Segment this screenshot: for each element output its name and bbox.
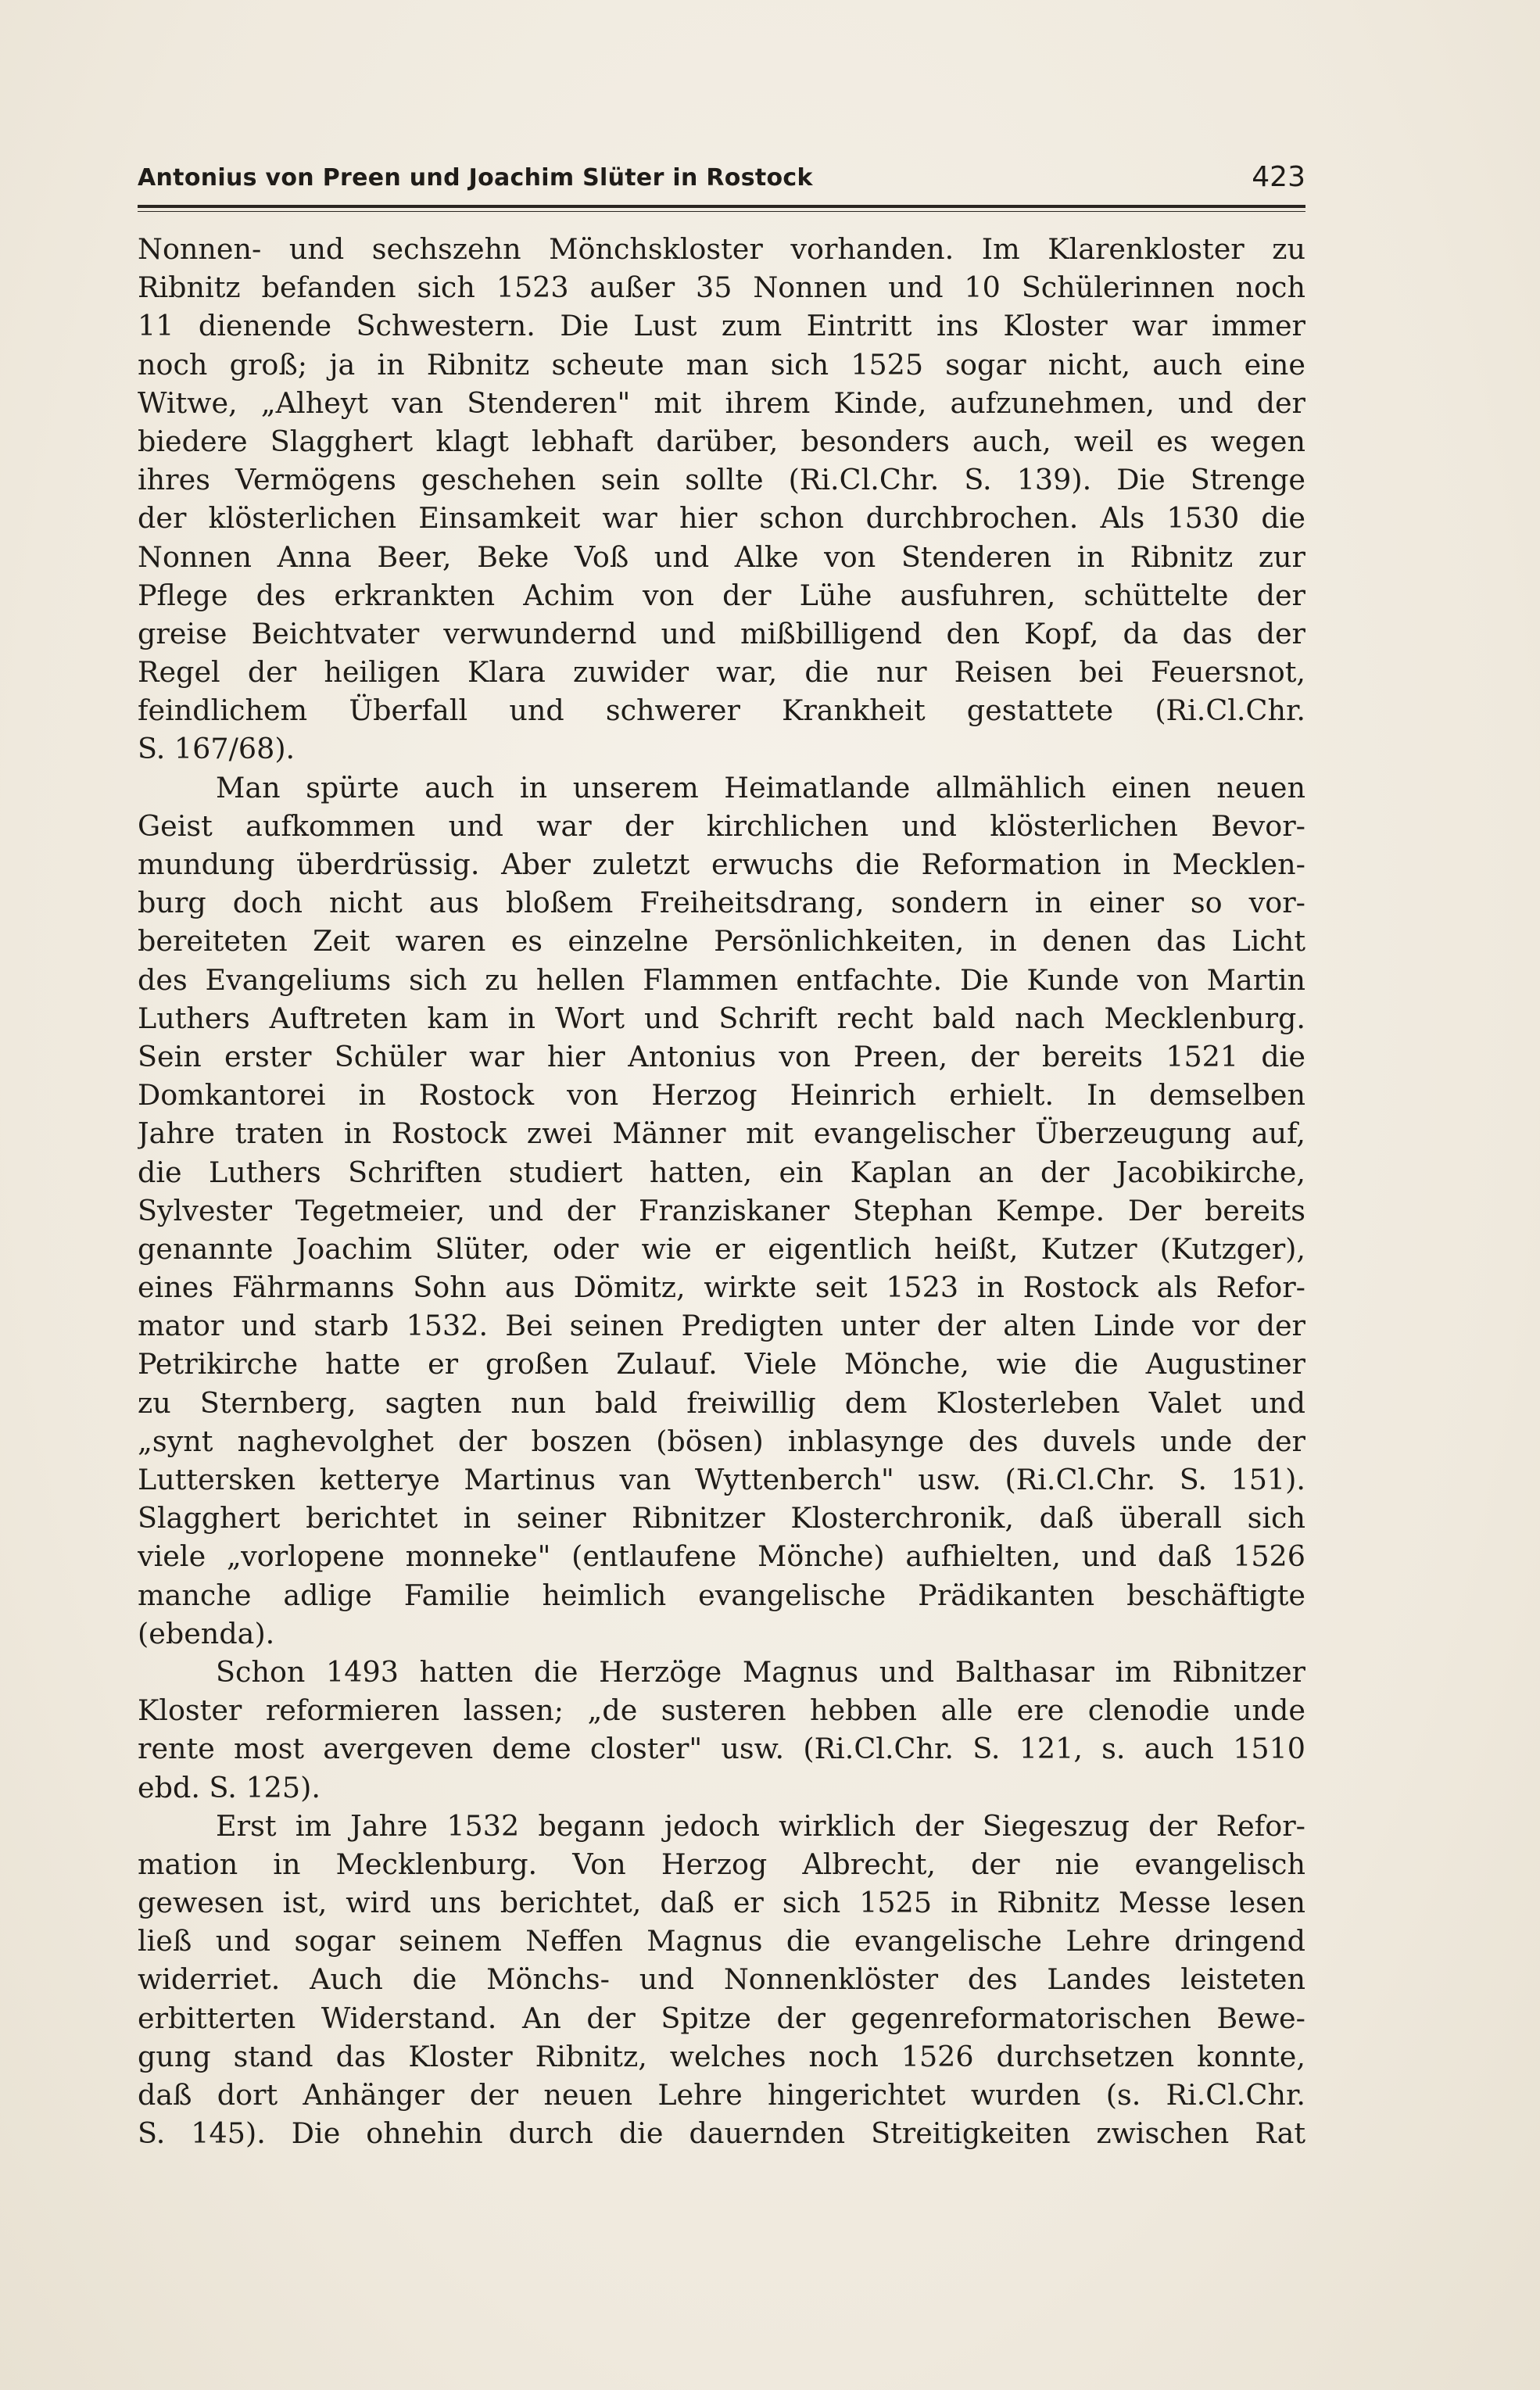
text-line: burg doch nicht aus bloßem Freiheitsdrang, sondern in einer so vor- [138, 886, 1305, 920]
text-line: feindlichem Überfall und schwerer Krankheit gestattete (Ri.Cl.Chr. [138, 693, 1305, 728]
text-line: Luthers Auftreten kam in Wort und Schrift recht bald nach Mecklenburg. [138, 1001, 1305, 1035]
text-line: Witwe, „Alheyt van Stenderen" mit ihrem Kinde, aufzunehmen, und der [138, 385, 1305, 420]
text-line: ihres Vermögens geschehen sein sollte (Ri.Cl.Chr. S. 139). Die Strenge [138, 463, 1305, 497]
text-line: 11 dienende Schwestern. Die Lust zum Eintritt ins Kloster war immer [138, 309, 1305, 343]
text-line: Pflege des erkrankten Achim von der Lühe ausfuhren, schüttelte der [138, 578, 1305, 612]
text-line: S. 145). Die ohnehin durch die dauernden Streitigkeiten zwischen Rat [138, 2116, 1305, 2151]
text-line: (ebenda). [138, 1616, 275, 1650]
text-line: mation in Mecklenburg. Von Herzog Albrecht, der nie evangelisch [138, 1847, 1305, 1881]
text-line: zu Sternberg, sagten nun bald freiwillig dem Klosterleben Valet und [138, 1385, 1305, 1420]
page-number: 423 [1252, 161, 1305, 193]
text-line: Man spürte auch in unserem Heimatlande allmählich einen neuen [216, 770, 1305, 804]
text-line: bereiteten Zeit waren es einzelne Persönlichkeiten, in denen das Licht [138, 924, 1305, 959]
text-line: rente most avergeven deme closter" usw. (Ri.Cl.Chr. S. 121, s. auch 1510 [138, 1732, 1305, 1766]
text-line: Luttersken ketterye Martinus van Wyttenberch" usw. (Ri.Cl.Chr. S. 151). [138, 1463, 1305, 1496]
text-line: Kloster reformieren lassen; „de susteren hebben alle ere clenodie unde [138, 1693, 1305, 1728]
text-line: mundung überdrüssig. Aber zuletzt erwuchs die Reformation in Mecklen- [138, 847, 1305, 881]
text-line: noch groß; ja in Ribnitz scheute man sich 1525 sogar nicht, auch eine [138, 347, 1305, 382]
text-line: des Evangeliums sich zu hellen Flammen entfachte. Die Kunde von Martin [138, 962, 1305, 997]
text-line: viele „vorlopene monneke" (entlaufene Mönche) aufhielten, und daß 1526 [138, 1539, 1305, 1574]
body-text [138, 230, 1305, 2152]
text-line: ließ und sogar seinem Neffen Magnus die evangelische Lehre dringend [138, 1924, 1305, 1958]
text-line: biedere Slagghert klagt lebhaft darüber, besonders auch, weil es wegen [138, 424, 1305, 458]
text-line: Sylvester Tegetmeier, und der Franziskaner Stephan Kempe. Der bereits [138, 1193, 1305, 1227]
text-line: Slagghert berichtet in seiner Ribnitzer Klosterchronik, daß überall sich [138, 1501, 1305, 1535]
text-line: greise Beichtvater verwundernd und mißbilligend den Kopf, da das der [138, 616, 1305, 650]
text-line: Geist aufkommen und war der kirchlichen und klösterlichen Bevor- [138, 808, 1305, 843]
text-line: manche adlige Familie heimlich evangelische Prädikanten beschäftigte [138, 1578, 1305, 1612]
text-line: gewesen ist, wird uns berichtet, daß er sich 1525 in Ribnitz Messe lesen [138, 1886, 1305, 1920]
text-line: Jahre traten in Rostock zwei Männer mit evangelischer Überzeugung auf, [138, 1116, 1305, 1151]
header-rule-thick [138, 205, 1305, 208]
text-line: „synt naghevolghet der boszen (bösen) inblasynge des duvels unde der [138, 1424, 1305, 1458]
text-line: Nonnen- und sechszehn Mönchskloster vorhanden. Im Klarenkloster zu [138, 232, 1305, 266]
text-line: eines Fährmanns Sohn aus Dömitz, wirkte seit 1523 in Rostock als Refor- [138, 1270, 1305, 1305]
text-line: Regel der heiligen Klara zuwider war, die nur Reisen bei Feuersnot, [138, 655, 1305, 690]
text-line: Nonnen Anna Beer, Beke Voß und Alke von Stenderen in Ribnitz zur [138, 539, 1305, 574]
text-line: der klösterlichen Einsamkeit war hier schon durchbrochen. Als 1530 die [138, 501, 1305, 536]
text-line: ebd. S. 125). [138, 1770, 321, 1804]
text-line: daß dort Anhänger der neuen Lehre hingerichtet wurden (s. Ri.Cl.Chr. [138, 2078, 1305, 2112]
text-line: gung stand das Kloster Ribnitz, welches noch 1526 durchsetzen konnte, [138, 2039, 1305, 2073]
text-line: mator und starb 1532. Bei seinen Predigten unter der alten Linde vor der [138, 1309, 1305, 1343]
text-line: Ribnitz befanden sich 1523 außer 35 Nonnen und 10 Schülerinnen noch [138, 271, 1305, 305]
text-line: widerriet. Auch die Mönchs- und Nonnenklöster des Landes leisteten [138, 1962, 1305, 1997]
text-line: Schon 1493 hatten die Herzöge Magnus und Balthasar im Ribnitzer [216, 1654, 1305, 1689]
text-line: genannte Joachim Slüter, oder wie er eigentlich heißt, Kutzer (Kutzger), [138, 1231, 1305, 1266]
text-line: erbitterten Widerstand. An der Spitze der gegenreformatorischen Bewe- [138, 2001, 1305, 2035]
text-line: Petrikirche hatte er großen Zulauf. Viele Mönche, wie die Augustiner [138, 1347, 1305, 1381]
page-header [138, 161, 1305, 202]
text-line: Erst im Jahre 1532 begann jedoch wirklich der Siegeszug der Refor- [216, 1808, 1305, 1843]
running-title: Antonius von Preen und Joachim Slüter in Rostock [138, 164, 813, 192]
text-line: die Luthers Schriften studiert hatten, ein Kaplan an der Jacobikirche, [138, 1155, 1305, 1189]
text-line: S. 167/68). [138, 732, 295, 766]
text-line: Domkantorei in Rostock von Herzog Heinrich erhielt. In demselben [138, 1078, 1305, 1113]
text-line: Sein erster Schüler war hier Antonius von Preen, der bereits 1521 die [138, 1039, 1305, 1073]
header-rule-thin [138, 211, 1305, 212]
